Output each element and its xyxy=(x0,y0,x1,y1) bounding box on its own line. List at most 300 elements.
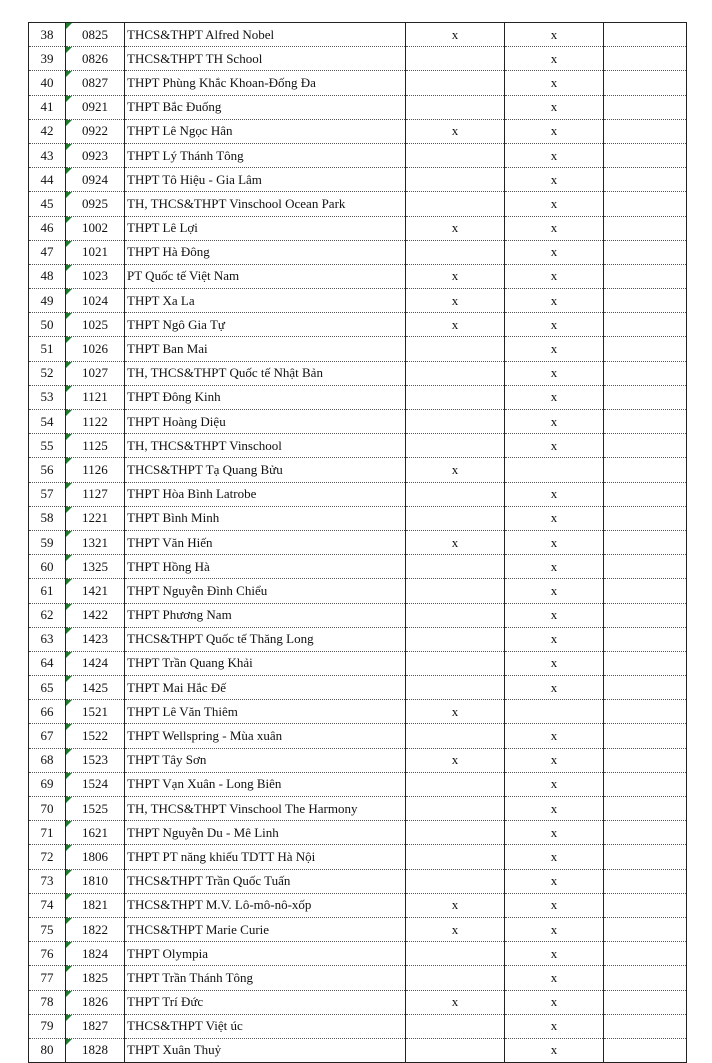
mark-column-2-cell: x xyxy=(505,361,604,385)
empty-column-cell xyxy=(604,555,687,579)
mark-column-2-cell: x xyxy=(505,724,604,748)
school-code-cell xyxy=(66,724,125,748)
school-name-cell: THPT Ngô Gia Tự xyxy=(125,313,406,337)
empty-column-cell xyxy=(604,240,687,264)
school-name-cell: THPT Lê Lợi xyxy=(125,216,406,240)
school-code-cell xyxy=(66,71,125,95)
school-name-cell: THPT Bắc Đuống xyxy=(125,95,406,119)
table-row xyxy=(29,71,687,95)
row-number-cell: 54 xyxy=(29,410,66,434)
mark-column-1-cell: x xyxy=(406,530,505,554)
row-number-cell: 80 xyxy=(29,1038,66,1062)
empty-column-cell xyxy=(604,192,687,216)
row-number-cell: 69 xyxy=(29,772,66,796)
school-name-cell: THPT Vạn Xuân - Long Biên xyxy=(125,772,406,796)
mark-column-2-cell: x xyxy=(505,1038,604,1062)
row-number-cell: 50 xyxy=(29,313,66,337)
school-name-cell: PT Quốc tế Việt Nam xyxy=(125,264,406,288)
empty-column-cell xyxy=(604,530,687,554)
empty-column-cell xyxy=(604,603,687,627)
school-name-cell: THPT Lý Thánh Tông xyxy=(125,143,406,167)
row-number-cell: 43 xyxy=(29,143,66,167)
table-row xyxy=(29,1014,687,1038)
school-code-cell xyxy=(66,216,125,240)
row-number-cell: 64 xyxy=(29,651,66,675)
mark-column-2-cell xyxy=(505,458,604,482)
table-row xyxy=(29,917,687,941)
mark-column-1-cell xyxy=(406,797,505,821)
table-row xyxy=(29,893,687,917)
row-number-cell: 42 xyxy=(29,119,66,143)
school-name-cell: THPT Phùng Khắc Khoan-Đống Đa xyxy=(125,71,406,95)
table-row xyxy=(29,966,687,990)
table-row xyxy=(29,990,687,1014)
school-code-cell xyxy=(66,95,125,119)
empty-column-cell xyxy=(604,893,687,917)
school-code-text: 1424 xyxy=(82,655,108,671)
mark-column-2-cell: x xyxy=(505,434,604,458)
school-name-cell: THPT Bình Minh xyxy=(125,506,406,530)
mark-column-1-cell xyxy=(406,506,505,530)
school-name-cell: TH, THCS&THPT Vinschool Ocean Park xyxy=(125,192,406,216)
empty-column-cell xyxy=(604,748,687,772)
cell-comment-marker-icon xyxy=(66,628,72,634)
school-code-text: 1522 xyxy=(82,728,108,744)
school-name-cell: THCS&THPT Alfred Nobel xyxy=(125,23,406,47)
empty-column-cell xyxy=(604,797,687,821)
empty-column-cell xyxy=(604,506,687,530)
school-name-cell: THCS&THPT Tạ Quang Bửu xyxy=(125,458,406,482)
school-table-body xyxy=(29,23,687,1063)
school-code-cell xyxy=(66,313,125,337)
empty-column-cell xyxy=(604,361,687,385)
mark-column-1-cell xyxy=(406,942,505,966)
mark-column-2-cell: x xyxy=(505,264,604,288)
school-code-cell xyxy=(66,289,125,313)
cell-comment-marker-icon xyxy=(66,870,72,876)
mark-column-1-cell xyxy=(406,47,505,71)
school-code-cell xyxy=(66,119,125,143)
mark-column-1-cell xyxy=(406,845,505,869)
empty-column-cell xyxy=(604,95,687,119)
mark-column-2-cell: x xyxy=(505,119,604,143)
empty-column-cell xyxy=(604,313,687,337)
cell-comment-marker-icon xyxy=(66,96,72,102)
mark-column-2-cell: x xyxy=(505,917,604,941)
mark-column-2-cell: x xyxy=(505,71,604,95)
school-code-text: 1524 xyxy=(82,776,108,792)
mark-column-1-cell xyxy=(406,95,505,119)
mark-column-2-cell: x xyxy=(505,603,604,627)
school-code-cell xyxy=(66,676,125,700)
row-number-cell: 63 xyxy=(29,627,66,651)
empty-column-cell xyxy=(604,990,687,1014)
school-name-cell: THPT Trần Thánh Tông xyxy=(125,966,406,990)
empty-column-cell xyxy=(604,482,687,506)
school-code-text: 1321 xyxy=(82,534,108,550)
school-name-cell: THCS&THPT Trần Quốc Tuấn xyxy=(125,869,406,893)
cell-comment-marker-icon xyxy=(66,168,72,174)
cell-comment-marker-icon xyxy=(66,23,72,29)
school-code-text: 1024 xyxy=(82,292,108,308)
empty-column-cell xyxy=(604,845,687,869)
school-code-cell xyxy=(66,893,125,917)
school-code-cell xyxy=(66,1014,125,1038)
mark-column-2-cell: x xyxy=(505,821,604,845)
mark-column-2-cell: x xyxy=(505,748,604,772)
table-row xyxy=(29,434,687,458)
cell-comment-marker-icon xyxy=(66,894,72,900)
school-code-text: 1027 xyxy=(82,365,108,381)
school-code-cell xyxy=(66,168,125,192)
school-code-cell xyxy=(66,385,125,409)
table-row xyxy=(29,410,687,434)
table-row xyxy=(29,869,687,893)
school-code-text: 1521 xyxy=(82,703,108,719)
empty-column-cell xyxy=(604,724,687,748)
school-code-cell xyxy=(66,337,125,361)
empty-column-cell xyxy=(604,1038,687,1062)
row-number-cell: 61 xyxy=(29,579,66,603)
mark-column-1-cell xyxy=(406,192,505,216)
mark-column-1-cell xyxy=(406,410,505,434)
table-row xyxy=(29,240,687,264)
mark-column-2-cell: x xyxy=(505,410,604,434)
school-name-cell: THPT Tây Sơn xyxy=(125,748,406,772)
table-row xyxy=(29,264,687,288)
empty-column-cell xyxy=(604,264,687,288)
cell-comment-marker-icon xyxy=(66,289,72,295)
school-code-cell xyxy=(66,47,125,71)
table-row xyxy=(29,385,687,409)
table-row xyxy=(29,579,687,603)
cell-comment-marker-icon xyxy=(66,724,72,730)
school-code-cell xyxy=(66,1038,125,1062)
school-code-text: 1822 xyxy=(82,921,108,937)
table-row xyxy=(29,603,687,627)
school-code-text: 1025 xyxy=(82,316,108,332)
school-code-text: 1021 xyxy=(82,244,108,260)
school-table xyxy=(28,22,687,1063)
cell-comment-marker-icon xyxy=(66,337,72,343)
mark-column-2-cell: x xyxy=(505,240,604,264)
cell-comment-marker-icon xyxy=(66,531,72,537)
school-name-cell: THPT Xa La xyxy=(125,289,406,313)
empty-column-cell xyxy=(604,71,687,95)
mark-column-1-cell xyxy=(406,434,505,458)
mark-column-2-cell: x xyxy=(505,942,604,966)
empty-column-cell xyxy=(604,579,687,603)
mark-column-1-cell xyxy=(406,627,505,651)
school-code-text: 1422 xyxy=(82,607,108,623)
school-code-cell xyxy=(66,651,125,675)
table-row xyxy=(29,797,687,821)
school-code-cell xyxy=(66,772,125,796)
row-number-cell: 77 xyxy=(29,966,66,990)
mark-column-1-cell xyxy=(406,361,505,385)
table-row xyxy=(29,168,687,192)
table-row xyxy=(29,627,687,651)
empty-column-cell xyxy=(604,627,687,651)
mark-column-1-cell xyxy=(406,385,505,409)
table-row xyxy=(29,676,687,700)
empty-column-cell xyxy=(604,143,687,167)
table-row xyxy=(29,337,687,361)
school-code-cell xyxy=(66,603,125,627)
school-name-cell: THPT Lê Ngọc Hân xyxy=(125,119,406,143)
school-code-cell xyxy=(66,797,125,821)
mark-column-1-cell xyxy=(406,71,505,95)
mark-column-2-cell: x xyxy=(505,845,604,869)
school-name-cell: TH, THCS&THPT Vinschool The Harmony xyxy=(125,797,406,821)
school-code-cell xyxy=(66,530,125,554)
school-name-cell: THPT Nguyễn Đình Chiểu xyxy=(125,579,406,603)
school-code-cell xyxy=(66,482,125,506)
cell-comment-marker-icon xyxy=(66,942,72,948)
row-number-cell: 47 xyxy=(29,240,66,264)
school-name-cell: THPT Hà Đông xyxy=(125,240,406,264)
school-name-cell: THPT Trí Đức xyxy=(125,990,406,1014)
school-code-cell xyxy=(66,821,125,845)
row-number-cell: 70 xyxy=(29,797,66,821)
mark-column-2-cell xyxy=(505,700,604,724)
row-number-cell: 78 xyxy=(29,990,66,1014)
school-code-text: 1810 xyxy=(82,873,108,889)
mark-column-1-cell xyxy=(406,676,505,700)
cell-comment-marker-icon xyxy=(66,966,72,972)
empty-column-cell xyxy=(604,23,687,47)
table-row xyxy=(29,95,687,119)
school-code-text: 1523 xyxy=(82,752,108,768)
mark-column-1-cell xyxy=(406,772,505,796)
mark-column-2-cell: x xyxy=(505,893,604,917)
row-number-cell: 46 xyxy=(29,216,66,240)
school-name-cell: THPT PT năng khiếu TDTT Hà Nội xyxy=(125,845,406,869)
cell-comment-marker-icon xyxy=(66,579,72,585)
school-code-cell xyxy=(66,361,125,385)
school-code-cell xyxy=(66,845,125,869)
school-code-cell xyxy=(66,579,125,603)
cell-comment-marker-icon xyxy=(66,47,72,53)
empty-column-cell xyxy=(604,942,687,966)
school-code-text: 0825 xyxy=(82,26,108,42)
school-code-cell xyxy=(66,143,125,167)
school-code-cell xyxy=(66,917,125,941)
cell-comment-marker-icon xyxy=(66,71,72,77)
row-number-cell: 57 xyxy=(29,482,66,506)
school-code-text: 1026 xyxy=(82,341,108,357)
mark-column-2-cell: x xyxy=(505,772,604,796)
row-number-cell: 66 xyxy=(29,700,66,724)
mark-column-1-cell: x xyxy=(406,990,505,1014)
mark-column-1-cell xyxy=(406,821,505,845)
table-row xyxy=(29,361,687,385)
school-code-text: 1125 xyxy=(82,437,108,453)
row-number-cell: 76 xyxy=(29,942,66,966)
mark-column-2-cell: x xyxy=(505,869,604,893)
row-number-cell: 75 xyxy=(29,917,66,941)
mark-column-2-cell: x xyxy=(505,216,604,240)
school-code-cell xyxy=(66,627,125,651)
school-name-cell: THCS&THPT Quốc tế Thăng Long xyxy=(125,627,406,651)
mark-column-2-cell: x xyxy=(505,990,604,1014)
school-code-text: 1825 xyxy=(82,969,108,985)
cell-comment-marker-icon xyxy=(66,386,72,392)
mark-column-1-cell xyxy=(406,143,505,167)
row-number-cell: 73 xyxy=(29,869,66,893)
empty-column-cell xyxy=(604,337,687,361)
table-row xyxy=(29,724,687,748)
cell-comment-marker-icon xyxy=(66,483,72,489)
mark-column-2-cell: x xyxy=(505,168,604,192)
school-code-text: 1821 xyxy=(82,897,108,913)
cell-comment-marker-icon xyxy=(66,773,72,779)
mark-column-1-cell xyxy=(406,1014,505,1038)
cell-comment-marker-icon xyxy=(66,797,72,803)
school-name-cell: THCS&THPT Marie Curie xyxy=(125,917,406,941)
row-number-cell: 41 xyxy=(29,95,66,119)
row-number-cell: 53 xyxy=(29,385,66,409)
row-number-cell: 56 xyxy=(29,458,66,482)
row-number-cell: 39 xyxy=(29,47,66,71)
mark-column-1-cell: x xyxy=(406,917,505,941)
row-number-cell: 67 xyxy=(29,724,66,748)
row-number-cell: 51 xyxy=(29,337,66,361)
empty-column-cell xyxy=(604,676,687,700)
school-code-cell xyxy=(66,458,125,482)
table-row xyxy=(29,1038,687,1062)
cell-comment-marker-icon xyxy=(66,410,72,416)
school-code-cell xyxy=(66,748,125,772)
school-code-text: 1425 xyxy=(82,679,108,695)
mark-column-2-cell: x xyxy=(505,143,604,167)
mark-column-2-cell: x xyxy=(505,337,604,361)
school-name-cell: THPT Đông Kinh xyxy=(125,385,406,409)
school-code-cell xyxy=(66,990,125,1014)
school-code-cell xyxy=(66,264,125,288)
school-code-text: 1122 xyxy=(82,413,108,429)
cell-comment-marker-icon xyxy=(66,604,72,610)
table-row xyxy=(29,289,687,313)
row-number-cell: 52 xyxy=(29,361,66,385)
school-code-cell xyxy=(66,192,125,216)
school-name-cell: THPT Xuân Thuỷ xyxy=(125,1038,406,1062)
row-number-cell: 79 xyxy=(29,1014,66,1038)
mark-column-1-cell xyxy=(406,482,505,506)
cell-comment-marker-icon xyxy=(66,120,72,126)
empty-column-cell xyxy=(604,119,687,143)
mark-column-2-cell: x xyxy=(505,313,604,337)
cell-comment-marker-icon xyxy=(66,700,72,706)
school-code-text: 1828 xyxy=(82,1042,108,1058)
cell-comment-marker-icon xyxy=(66,313,72,319)
mark-column-2-cell: x xyxy=(505,385,604,409)
cell-comment-marker-icon xyxy=(66,217,72,223)
mark-column-2-cell: x xyxy=(505,1014,604,1038)
cell-comment-marker-icon xyxy=(66,362,72,368)
school-name-cell: THPT Ban Mai xyxy=(125,337,406,361)
empty-column-cell xyxy=(604,966,687,990)
table-row xyxy=(29,942,687,966)
school-code-cell xyxy=(66,555,125,579)
mark-column-2-cell: x xyxy=(505,797,604,821)
mark-column-1-cell: x xyxy=(406,23,505,47)
school-code-text: 1423 xyxy=(82,631,108,647)
mark-column-2-cell: x xyxy=(505,555,604,579)
mark-column-2-cell: x xyxy=(505,289,604,313)
empty-column-cell xyxy=(604,168,687,192)
row-number-cell: 40 xyxy=(29,71,66,95)
mark-column-2-cell: x xyxy=(505,506,604,530)
row-number-cell: 38 xyxy=(29,23,66,47)
cell-comment-marker-icon xyxy=(66,265,72,271)
table-row xyxy=(29,23,687,47)
table-row xyxy=(29,555,687,579)
school-code-text: 1621 xyxy=(82,824,108,840)
cell-comment-marker-icon xyxy=(66,845,72,851)
cell-comment-marker-icon xyxy=(66,192,72,198)
mark-column-1-cell: x xyxy=(406,458,505,482)
table-row xyxy=(29,192,687,216)
cell-comment-marker-icon xyxy=(66,1039,72,1045)
table-row xyxy=(29,700,687,724)
table-row xyxy=(29,530,687,554)
cell-comment-marker-icon xyxy=(66,458,72,464)
cell-comment-marker-icon xyxy=(66,652,72,658)
school-name-cell: THPT Hồng Hà xyxy=(125,555,406,579)
school-code-cell xyxy=(66,869,125,893)
school-code-text: 1827 xyxy=(82,1018,108,1034)
school-code-text: 1806 xyxy=(82,848,108,864)
mark-column-2-cell: x xyxy=(505,627,604,651)
table-row xyxy=(29,651,687,675)
row-number-cell: 48 xyxy=(29,264,66,288)
school-name-cell: THCS&THPT Việt úc xyxy=(125,1014,406,1038)
cell-comment-marker-icon xyxy=(66,555,72,561)
row-number-cell: 65 xyxy=(29,676,66,700)
table-row xyxy=(29,821,687,845)
cell-comment-marker-icon xyxy=(66,676,72,682)
mark-column-1-cell: x xyxy=(406,313,505,337)
table-row xyxy=(29,216,687,240)
mark-column-1-cell: x xyxy=(406,119,505,143)
school-name-cell: THPT Mai Hắc Đế xyxy=(125,676,406,700)
school-code-cell xyxy=(66,23,125,47)
cell-comment-marker-icon xyxy=(66,1015,72,1021)
row-number-cell: 72 xyxy=(29,845,66,869)
cell-comment-marker-icon xyxy=(66,991,72,997)
table-row xyxy=(29,47,687,71)
school-code-cell xyxy=(66,240,125,264)
empty-column-cell xyxy=(604,917,687,941)
empty-column-cell xyxy=(604,1014,687,1038)
empty-column-cell xyxy=(604,385,687,409)
school-code-text: 1127 xyxy=(82,486,108,502)
empty-column-cell xyxy=(604,47,687,71)
school-name-cell: THPT Hoàng Diệu xyxy=(125,410,406,434)
school-code-text: 1121 xyxy=(82,389,108,405)
empty-column-cell xyxy=(604,821,687,845)
mark-column-2-cell: x xyxy=(505,23,604,47)
school-name-cell: THPT Wellspring - Mùa xuân xyxy=(125,724,406,748)
school-code-cell xyxy=(66,942,125,966)
school-code-text: 1421 xyxy=(82,582,108,598)
school-code-text: 0923 xyxy=(82,147,108,163)
school-name-cell: THPT Lê Văn Thiêm xyxy=(125,700,406,724)
mark-column-1-cell xyxy=(406,724,505,748)
table-row xyxy=(29,482,687,506)
school-code-cell xyxy=(66,966,125,990)
